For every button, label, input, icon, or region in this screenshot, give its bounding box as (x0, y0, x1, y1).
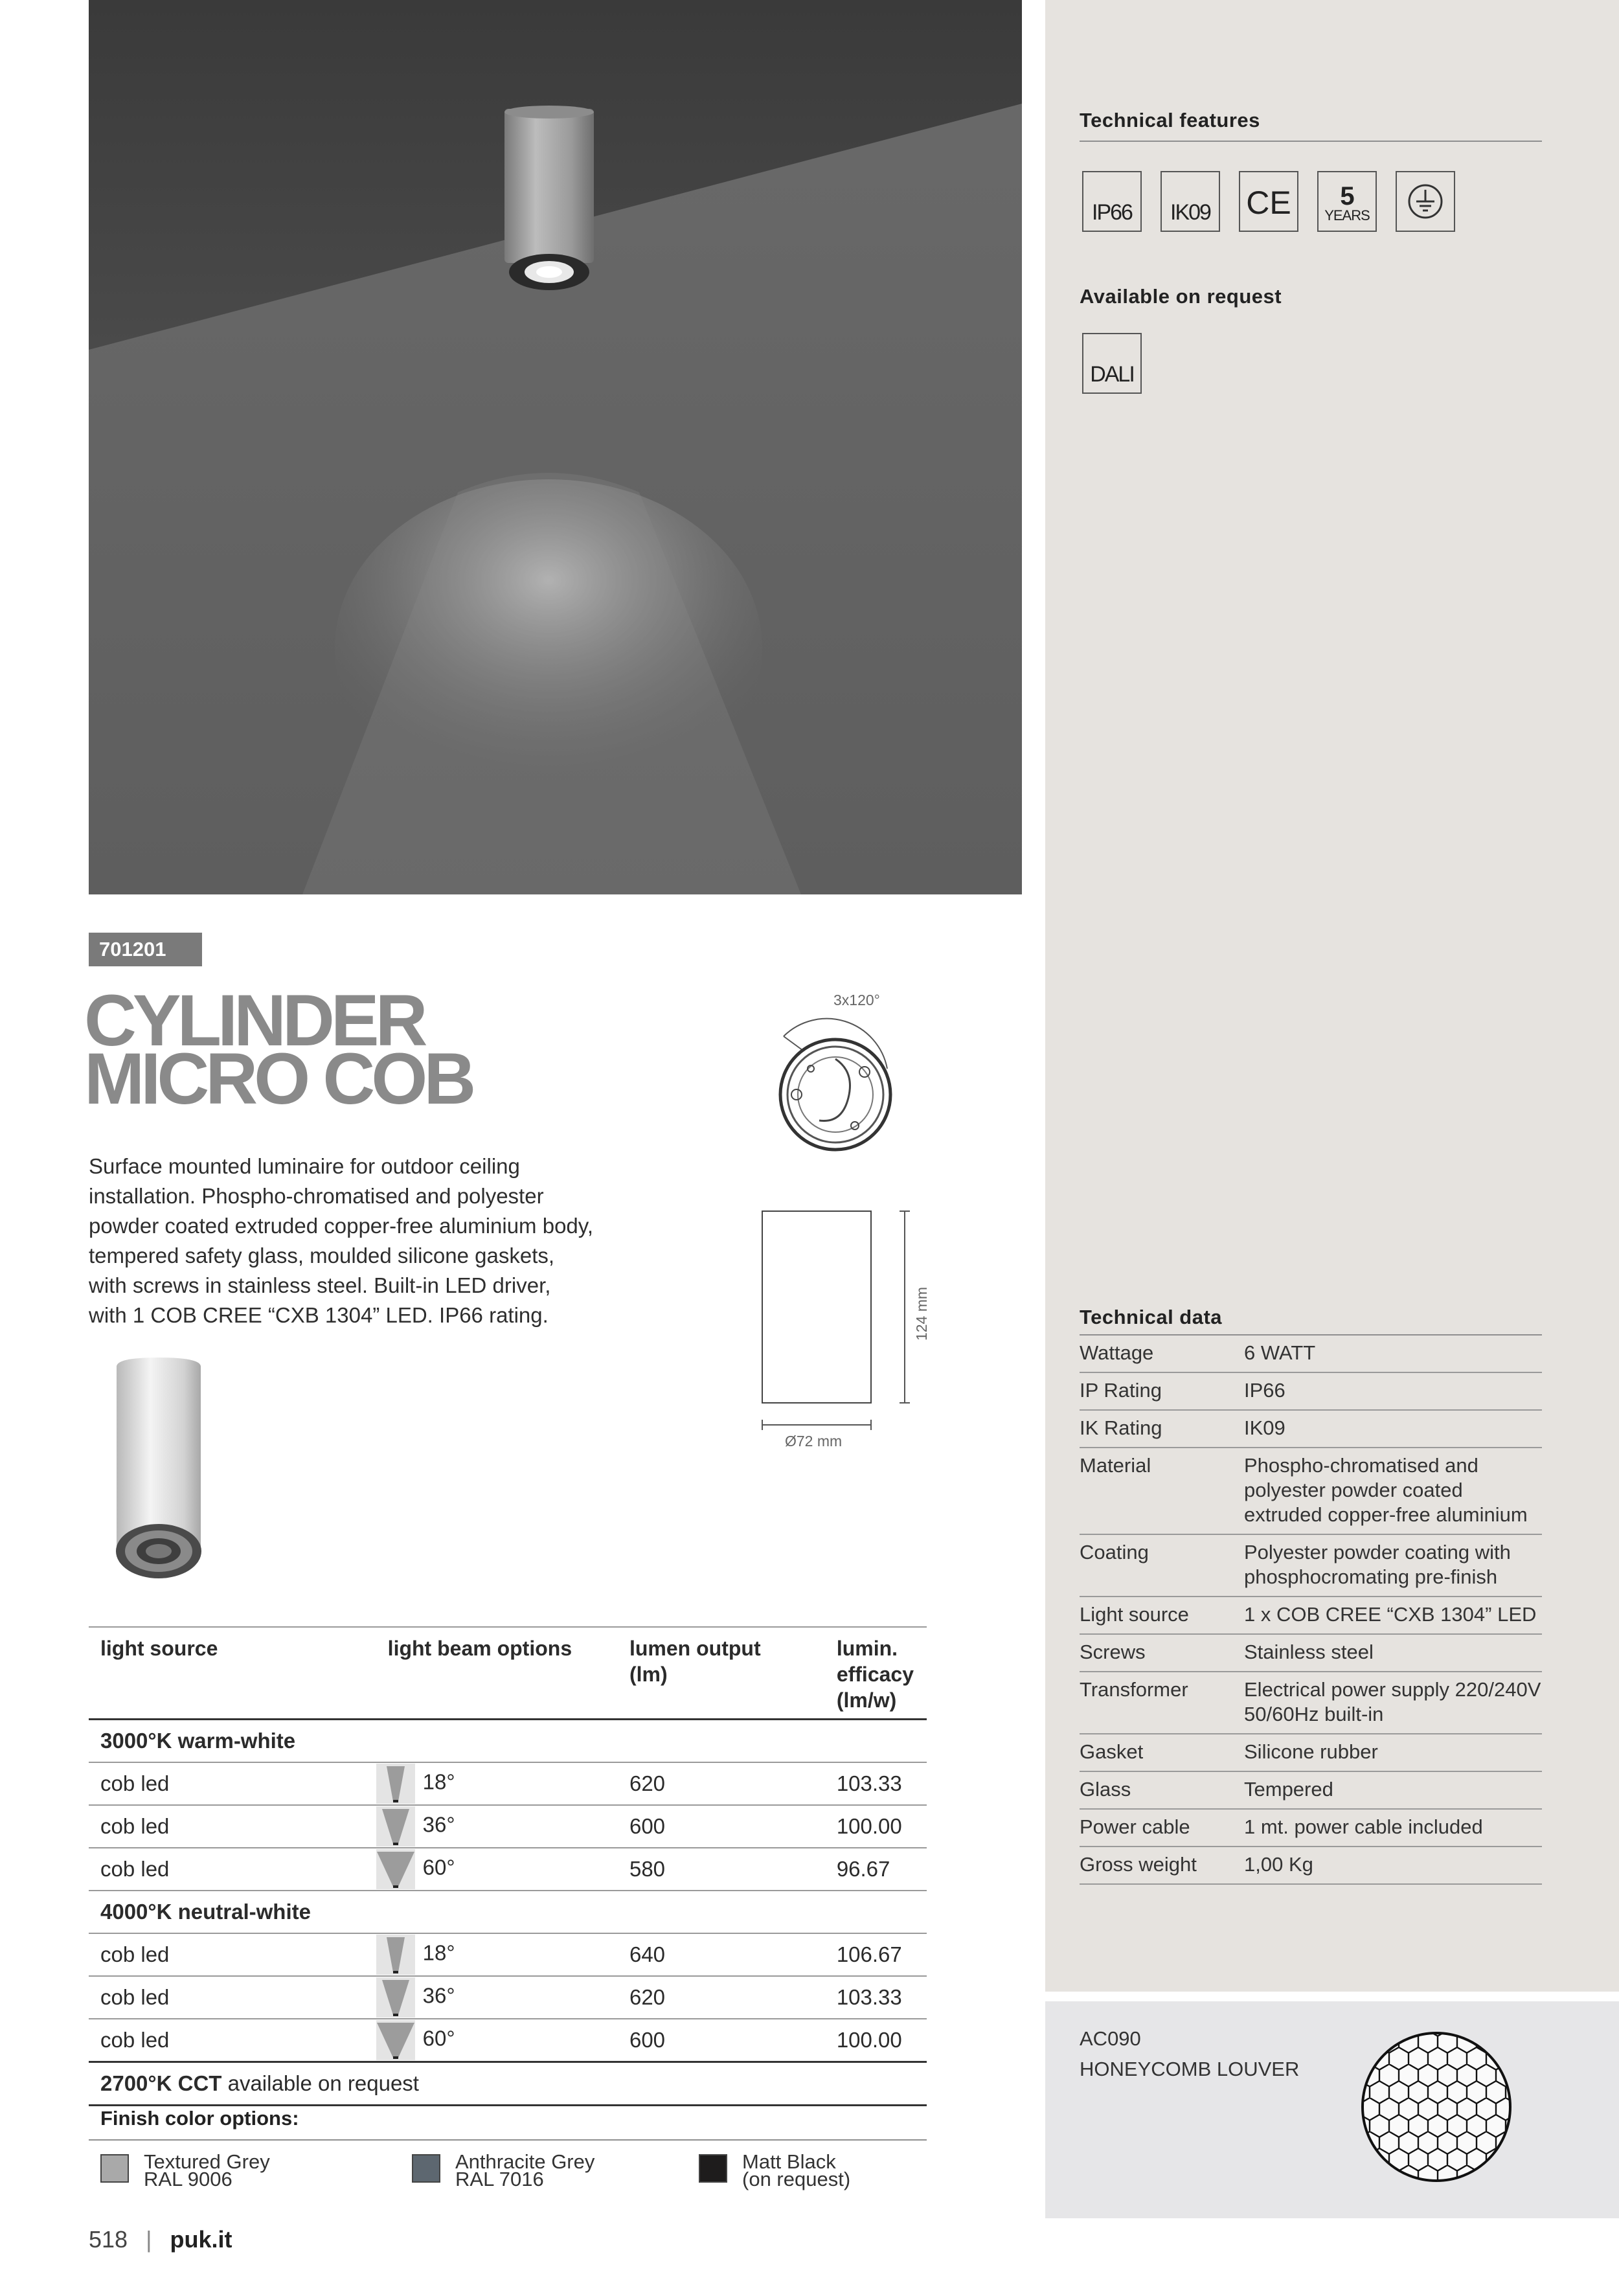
tech-data-value: Phospho-chromatised and polyester powder coated extruded copper-free aluminium (1244, 1448, 1542, 1534)
tech-data-key: Screws (1080, 1634, 1244, 1672)
tech-data-value: Silicone rubber (1244, 1734, 1542, 1771)
tech-data-value: IK09 (1244, 1410, 1542, 1448)
product-title-line2: MICRO COB (84, 1038, 473, 1119)
ce-mark-badge: CE (1239, 171, 1298, 232)
cell-lumen: 600 (618, 2019, 825, 2062)
product-description (89, 1152, 704, 1330)
tech-data-key: Transformer (1080, 1672, 1244, 1734)
accessory-name: HONEYCOMB LOUVER (1080, 2058, 1300, 2080)
tech-data-key: IK Rating (1080, 1410, 1244, 1448)
tech-data-key: Gross weight (1080, 1847, 1244, 1884)
top-view-drawing (751, 1010, 900, 1159)
description-line: Surface mounted luminaire for outdoor ceiling (89, 1154, 520, 1178)
tech-data-row (1080, 1734, 1542, 1771)
tech-data-key: Gasket (1080, 1734, 1244, 1771)
cell-lumen: 620 (618, 1762, 825, 1805)
table-footnote-row (89, 2062, 927, 2106)
col-header-light-source: light source (89, 1627, 376, 1720)
description-line: with 1 COB CREE “CXB 1304” LED. IP66 rating. (89, 1303, 549, 1327)
finish-matt-black-label: Matt Black (on request) (742, 2150, 851, 2190)
tech-data-row (1080, 1672, 1542, 1734)
table-group-row (89, 1720, 927, 1763)
tech-data-key: Material (1080, 1448, 1244, 1534)
tech-data-value: 1 mt. power cable included (1244, 1809, 1542, 1847)
product-render (104, 1354, 214, 1587)
height-label: 124 mm (913, 1286, 931, 1341)
page-footer (89, 2226, 232, 2253)
tech-data-row (1080, 1410, 1542, 1448)
cell-efficacy: 100.00 (825, 1805, 927, 1848)
cell-source: cob led (89, 1933, 376, 1976)
col-header-efficacy: lumin. efficacy (lm/w) (825, 1627, 927, 1720)
beam-angle-icon (376, 2020, 415, 2060)
dali-badge: DALI (1082, 333, 1142, 394)
tech-data-key: IP Rating (1080, 1372, 1244, 1410)
finish-anthracite-grey-label: Anthracite Grey RAL 7016 (455, 2150, 595, 2190)
technical-data-table (1080, 1336, 1542, 1885)
table-row (89, 1976, 927, 2019)
table-group-row (89, 1891, 927, 1933)
tech-data-key: Coating (1080, 1534, 1244, 1597)
ip66-badge: IP66 (1082, 171, 1142, 232)
cell-source: cob led (89, 1848, 376, 1891)
beam-angle-value: 18° (422, 1769, 455, 1794)
cell-beam (376, 1976, 618, 2019)
tech-data-value: Stainless steel (1244, 1634, 1542, 1672)
tech-data-row (1080, 1809, 1542, 1847)
beam-angle-icon (376, 1977, 415, 2018)
tech-data-row (1080, 1634, 1542, 1672)
cell-lumen: 580 (618, 1848, 825, 1891)
tech-data-row (1080, 1847, 1542, 1884)
footnote-text: available on request (221, 2071, 419, 2095)
col-header-beam: light beam options (376, 1627, 618, 1720)
cell-beam (376, 2019, 618, 2062)
cell-efficacy: 96.67 (825, 1848, 927, 1891)
beam-angle-value: 36° (422, 1812, 455, 1837)
tech-data-value: 6 WATT (1244, 1336, 1542, 1372)
rotation-label: 3x120° (833, 992, 880, 1008)
divider (1080, 141, 1542, 142)
finish-textured-grey-label: Textured Grey RAL 9006 (144, 2150, 270, 2190)
description-line: installation. Phospho-chromatised and polyester (89, 1184, 544, 1208)
ik09-badge: IK09 (1160, 171, 1220, 232)
swatch-textured-grey (100, 2154, 129, 2183)
footnote-cct: 2700°K CCT (100, 2071, 222, 2095)
col-header-lumen: lumen output (lm) (618, 1627, 825, 1720)
table-row (89, 1762, 927, 1805)
description-line: tempered safety glass, moulded silicone gaskets, (89, 1244, 555, 1267)
cell-efficacy: 100.00 (825, 2019, 927, 2062)
beam-angle-value: 36° (422, 1983, 455, 2008)
table-footnote (89, 2062, 927, 2106)
tech-data-value: Tempered (1244, 1771, 1542, 1809)
group-label: 3000°K warm-white (89, 1720, 927, 1763)
tech-data-row (1080, 1372, 1542, 1410)
tech-data-row (1080, 1448, 1542, 1534)
honeycomb-louver-icon (1360, 2030, 1513, 2183)
beam-angle-value: 18° (422, 1940, 455, 1965)
finish-options-title: Finish color options: (100, 2107, 299, 2130)
table-row (89, 1848, 927, 1891)
cell-lumen: 600 (618, 1805, 825, 1848)
tech-data-value: IP66 (1244, 1372, 1542, 1410)
cell-source: cob led (89, 1976, 376, 2019)
divider (89, 2139, 927, 2141)
tech-data-key: Light source (1080, 1597, 1244, 1634)
tech-data-key: Glass (1080, 1771, 1244, 1809)
swatch-anthracite-grey (412, 2154, 440, 2183)
tech-data-value: 1 x COB CREE “CXB 1304” LED (1244, 1597, 1542, 1634)
table-row (89, 1933, 927, 1976)
table-row (89, 1805, 927, 1848)
tech-data-row (1080, 1771, 1542, 1809)
tech-data-key: Power cable (1080, 1809, 1244, 1847)
cell-source: cob led (89, 1805, 376, 1848)
description-line: with screws in stainless steel. Built-in LED driver, (89, 1273, 551, 1297)
technical-data-title: Technical data (1080, 1306, 1223, 1328)
tech-data-row (1080, 1597, 1542, 1634)
cell-beam (376, 1848, 618, 1891)
product-title-line1: CYLINDER (84, 980, 424, 1061)
cell-lumen: 620 (618, 1976, 825, 2019)
beam-angle-icon (376, 1849, 415, 1889)
warranty-badge: 5 YEARS (1317, 171, 1377, 232)
cell-beam (376, 1805, 618, 1848)
beam-angle-value: 60° (422, 2026, 455, 2051)
side-view-drawing (751, 1205, 920, 1444)
cell-efficacy: 103.33 (825, 1976, 927, 2019)
accessory-code: AC090 (1080, 2027, 1141, 2050)
tech-data-key: Wattage (1080, 1336, 1244, 1372)
tech-data-row (1080, 1336, 1542, 1372)
cell-beam (376, 1762, 618, 1805)
site-link[interactable]: puk.it (170, 2226, 232, 2253)
diameter-label: Ø72 mm (785, 1433, 843, 1449)
earth-ground-icon (1396, 171, 1455, 232)
beam-angle-icon (376, 1806, 415, 1847)
tech-data-value: 1,00 Kg (1244, 1847, 1542, 1884)
tech-data-value: Polyester powder coating with phosphocromating pre-finish (1244, 1534, 1542, 1597)
technical-features-title: Technical features (1080, 109, 1260, 131)
group-label: 4000°K neutral-white (89, 1891, 927, 1933)
cell-beam (376, 1933, 618, 1976)
beam-angle-icon (376, 1935, 415, 1975)
cell-efficacy: 103.33 (825, 1762, 927, 1805)
tech-data-value: Electrical power supply 220/240V 50/60Hz built-in (1244, 1672, 1542, 1734)
product-table (89, 1626, 927, 2106)
product-code-badge: 701201 (89, 933, 202, 966)
description-line: powder coated extruded copper-free aluminium body, (89, 1214, 593, 1238)
cell-source: cob led (89, 2019, 376, 2062)
table-row (89, 2019, 927, 2062)
product-photo (89, 0, 1022, 894)
cell-source: cob led (89, 1762, 376, 1805)
available-on-request-title: Available on request (1080, 285, 1282, 308)
swatch-matt-black (699, 2154, 727, 2183)
cell-lumen: 640 (618, 1933, 825, 1976)
beam-angle-icon (376, 1764, 415, 1804)
page-number: 518 (89, 2226, 128, 2253)
tech-data-row (1080, 1534, 1542, 1597)
footer-separator: | (146, 2226, 152, 2253)
cell-efficacy: 106.67 (825, 1933, 927, 1976)
beam-angle-value: 60° (422, 1855, 455, 1880)
